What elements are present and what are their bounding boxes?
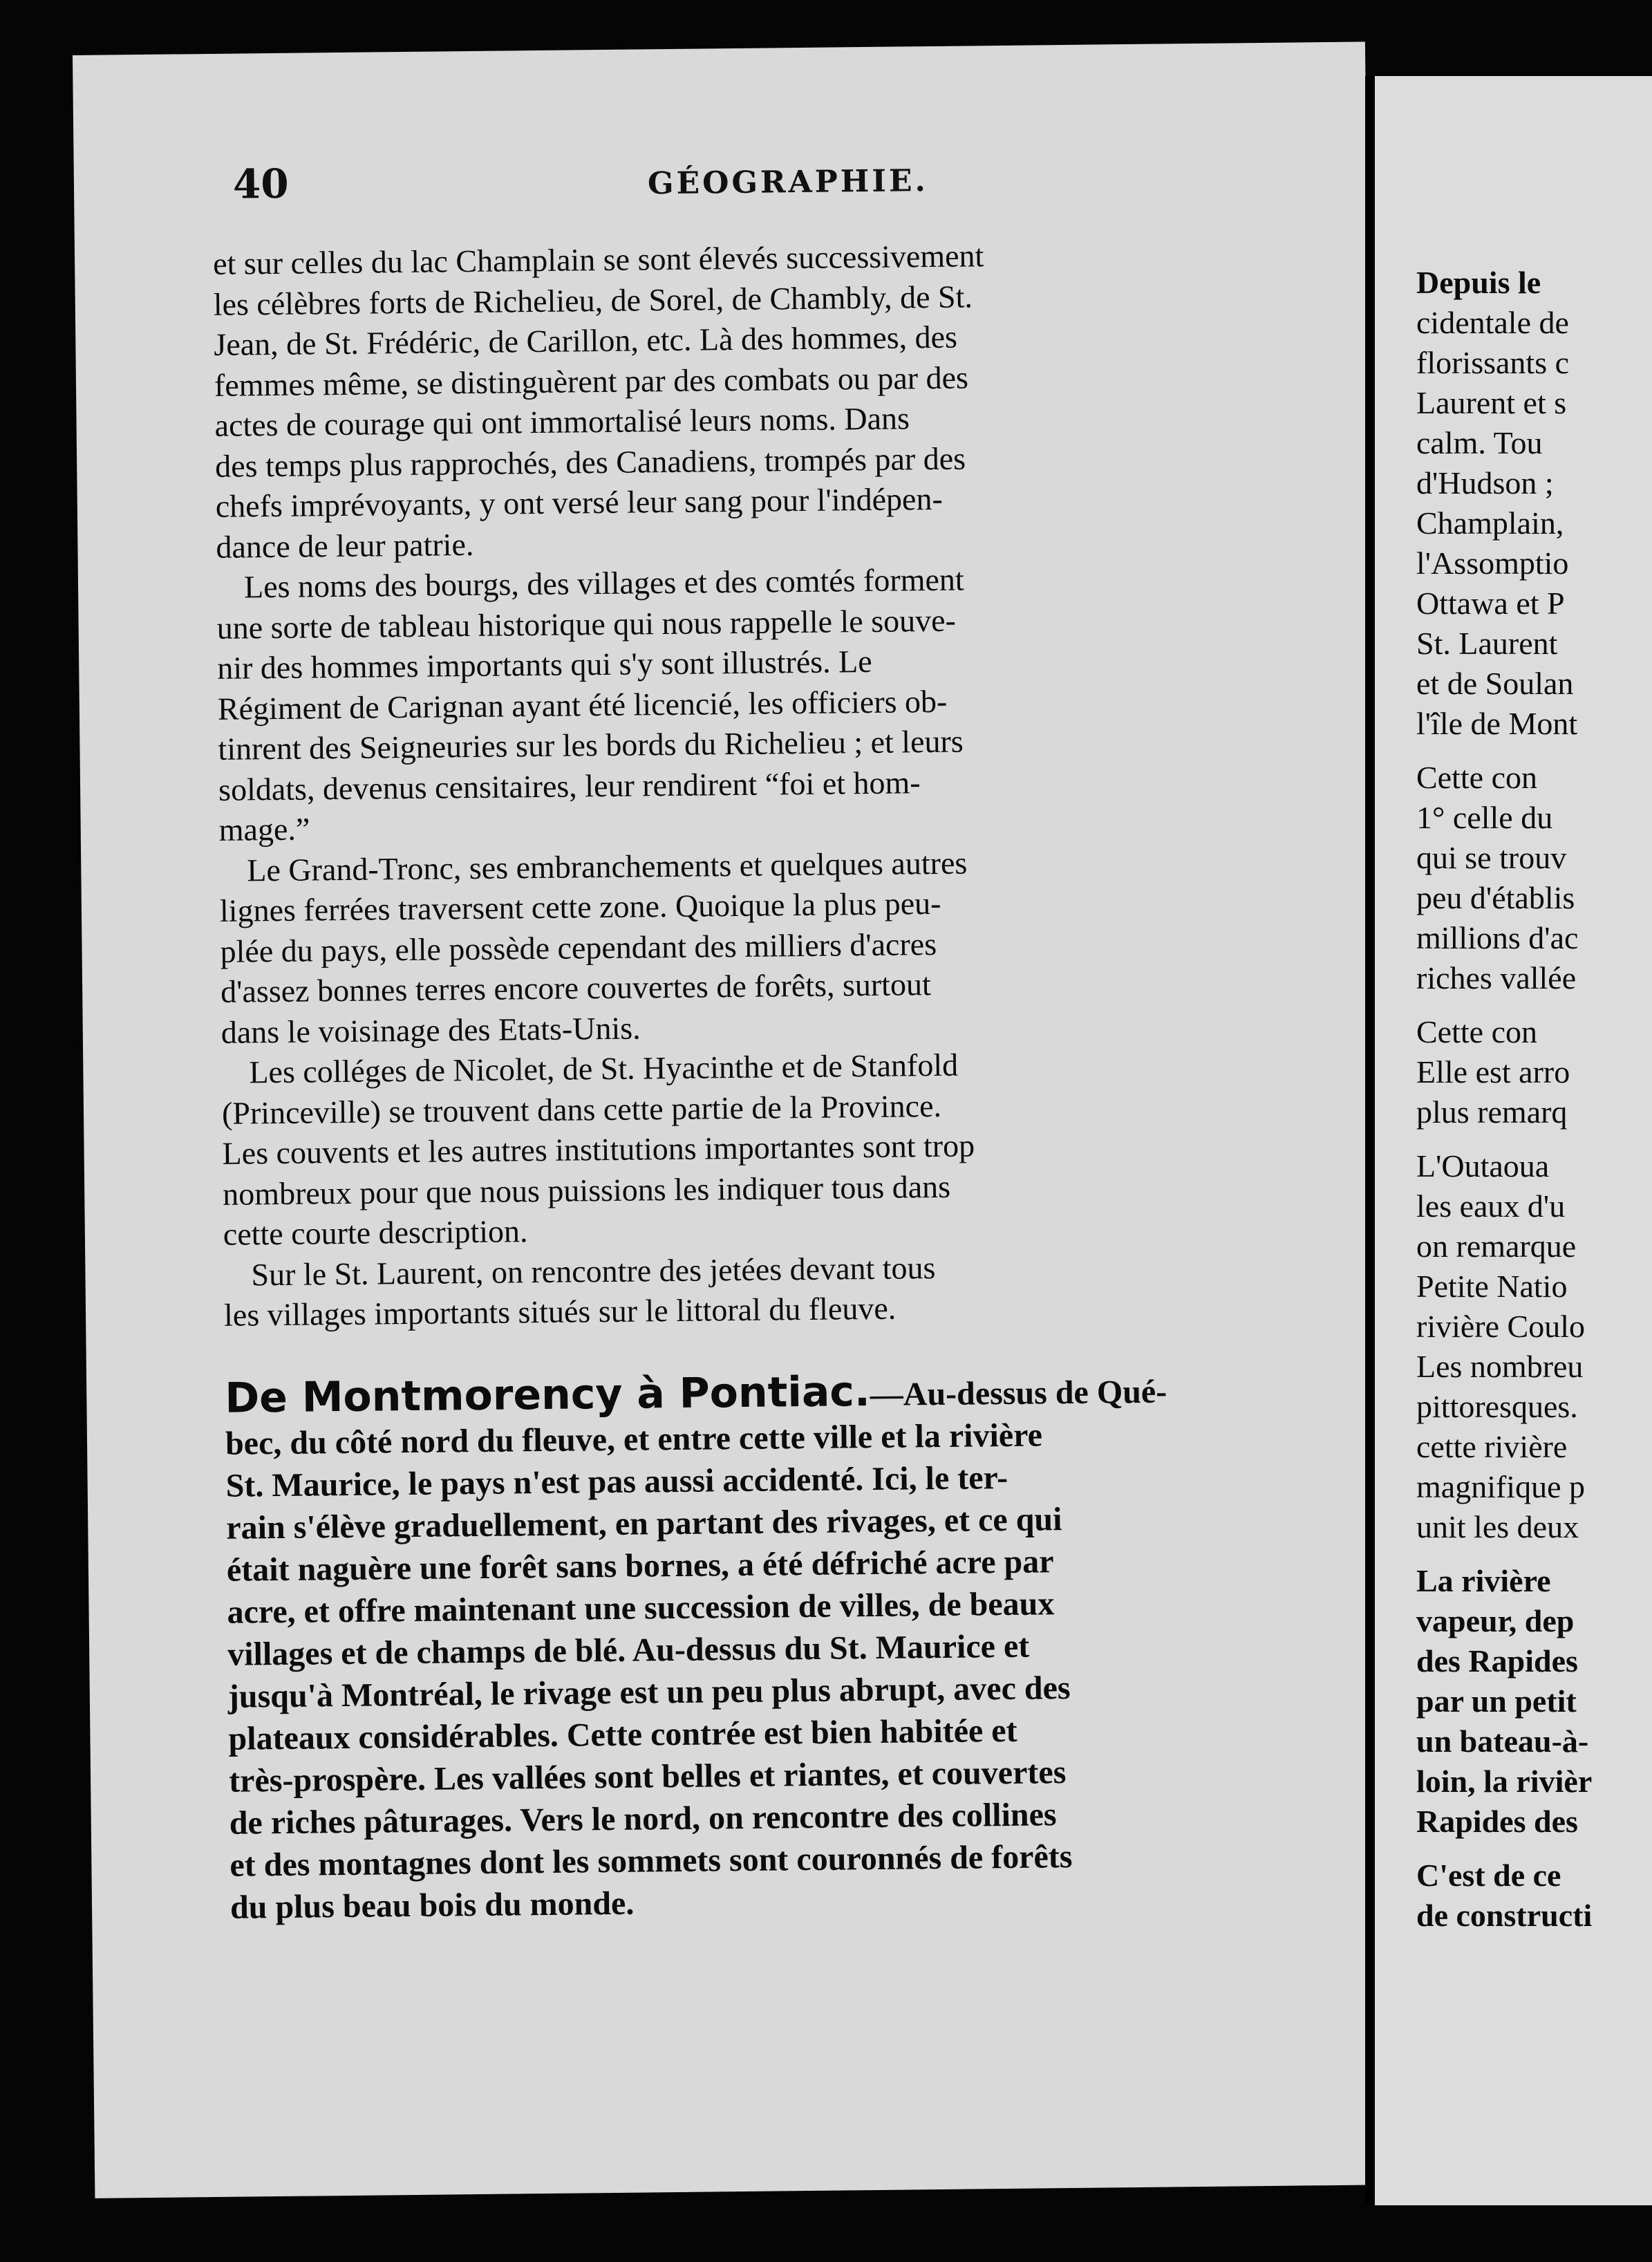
right-text-line: florissants c [1416, 345, 1570, 380]
page-number: 40 [232, 160, 290, 208]
paragraph [221, 1041, 1336, 1255]
right-text-line: et de Soulan [1416, 666, 1574, 701]
text-line: lignes ferrées traversent cette zone. Quoique la plus peu- [219, 885, 941, 928]
right-text-line: Petite Natio [1416, 1269, 1568, 1304]
text-line: très-prospère. Les vallées sont belles et riantes, et couvertes [228, 1753, 1067, 1800]
text-line: Les couvents et les autres institutions importantes sont trop [222, 1128, 975, 1171]
text-line: villages et de champs de blé. Au-dessus du St. Maurice et [227, 1627, 1030, 1673]
right-text-line: L'Outaoua [1416, 1148, 1550, 1184]
right-text-line: vapeur, dep [1416, 1603, 1575, 1638]
right-text-line: Depuis le [1416, 265, 1541, 300]
left-page [73, 41, 1387, 2198]
text-line: et sur celles du lac Champlain se sont élevés successivement [212, 238, 984, 281]
right-text-line: pittoresques. [1416, 1389, 1578, 1424]
text-line: dans le voisinage des Etats-Unis. [220, 1009, 641, 1050]
text-line: femmes même, se distinguèrent par des combats ou par des [214, 359, 969, 403]
right-text-line: qui se trouv [1416, 840, 1567, 875]
text-line: chefs imprévoyants, y ont versé leur sang pour l'indépen- [215, 480, 943, 524]
right-text-line: Cette con [1416, 1014, 1537, 1049]
text-line: rain s'élève graduellement, en partant des rivages, et ce qui [226, 1500, 1062, 1546]
right-text-line: La rivière [1416, 1563, 1551, 1598]
text-line: nombreux pour que nous puissions les indiquer tous dans [222, 1168, 951, 1212]
right-text-line: Rapides des [1416, 1804, 1578, 1839]
text-line: dance de leur patrie. [216, 526, 474, 565]
right-text-line: loin, la rivièr [1416, 1764, 1593, 1799]
right-text-line: calm. Tou [1416, 425, 1543, 460]
right-text-line: l'île de Mont [1416, 706, 1578, 741]
section-heading: De Montmorency à Pontiac. [224, 1367, 871, 1423]
spacer [1416, 998, 1592, 1012]
text-line: Jean, de St. Frédéric, de Carillon, etc. Là des hommes, des [214, 319, 958, 362]
text-line: nir des hommes importants qui s'y sont illustrés. Le [217, 643, 872, 686]
spacer [1416, 1842, 1592, 1856]
right-text-line: d'Hudson ; [1416, 465, 1554, 501]
right-text-line: un bateau-à- [1416, 1723, 1589, 1759]
spacer [1416, 744, 1592, 758]
paragraph [223, 1243, 1337, 1336]
right-text-line: Laurent et s [1416, 385, 1567, 420]
text-line: actes de courage qui ont immortalisé leurs noms. Dans [214, 400, 910, 443]
paragraph [219, 839, 1334, 1052]
right-text-line: l'Assomptio [1416, 545, 1569, 581]
paragraph [213, 232, 1329, 568]
text-line: acre, et offre maintenant une succession de villes, de beaux [227, 1585, 1055, 1631]
right-text-line: Elle est arro [1416, 1054, 1570, 1090]
right-text-line: cidentale de [1416, 305, 1569, 340]
right-text-line: les eaux d'u [1416, 1188, 1566, 1224]
right-text-line: on remarque [1416, 1228, 1577, 1264]
right-column-text [1416, 263, 1592, 1936]
right-text-line: plus remarq [1416, 1094, 1568, 1130]
right-text-line: des Rapides [1416, 1643, 1578, 1679]
text-line: du plus beau bois du monde. [229, 1885, 635, 1926]
text-line: Les noms des bourgs, des villages et des comtés forment [243, 561, 964, 605]
text-line: soldats, devenus censitaires, leur rendirent “foi et hom- [218, 764, 921, 807]
left-body-text [213, 232, 1343, 1928]
right-text-line: C'est de ce [1416, 1858, 1561, 1893]
text-line: et des montagnes dont les sommets sont couronnés de forêts [229, 1838, 1073, 1884]
text-line: jusqu'à Montréal, le rivage est un peu plus abrupt, avec des [227, 1669, 1071, 1715]
right-text-line: rivière Coulo [1416, 1309, 1585, 1344]
text-line: des temps plus rapprochés, des Canadiens, trompés par des [214, 440, 966, 484]
text-line: Le Grand-Tronc, ses embranchements et quelques autres [247, 845, 968, 888]
text-line: St. Maurice, le pays n'est pas aussi accidenté. Ici, le ter- [225, 1459, 1008, 1504]
right-text-line: 1° celle du [1416, 800, 1553, 835]
text-line: (Princeville) se trouvent dans cette partie de la Province. [221, 1087, 942, 1131]
right-text-line: par un petit [1416, 1683, 1577, 1719]
text-line: les villages importants situés sur le littoral du fleuve. [223, 1290, 897, 1333]
text-line: Régiment de Carignan ayant été licencié, les officiers ob- [217, 683, 948, 727]
spacer [1416, 1132, 1592, 1146]
text-line: tinrent des Seigneuries sur les bords du Richelieu ; et leurs [218, 723, 964, 767]
text-line: Sur le St. Laurent, on rencontre des jetées devant tous [251, 1249, 936, 1292]
text-line: cette courte description. [223, 1213, 528, 1252]
text-line: était naguère une forêt sans bornes, a été défriché acre par [226, 1542, 1054, 1589]
right-text-line: cette rivière [1416, 1429, 1568, 1464]
right-page-fragment [1365, 76, 1652, 2205]
text-line: les célèbres forts de Richelieu, de Sorel, de Chambly, de St. [213, 278, 973, 322]
text-line: de riches pâturages. Vers le nord, on rencontre des collines [229, 1795, 1057, 1842]
text-line: une sorte de tableau historique qui nous rappelle le souve- [216, 602, 957, 646]
right-text-line: unit les deux [1416, 1509, 1579, 1544]
text-line: mage.” [218, 811, 310, 848]
right-text-line: millions d'ac [1416, 920, 1579, 955]
page-header [233, 150, 1291, 223]
right-text-line: magnifique p [1416, 1469, 1585, 1504]
right-text-line: de constructi [1416, 1898, 1593, 1933]
section-paragraph [225, 1365, 1343, 1928]
right-text-line: Cette con [1416, 760, 1537, 795]
text-line: plateaux considérables. Cette contrée est bien habitée et [228, 1712, 1017, 1757]
spacer [1416, 1547, 1592, 1561]
text-line: Les colléges de Nicolet, de St. Hyacinthe et de Stanfold [249, 1047, 959, 1090]
text-line: plée du pays, elle possède cependant des milliers d'acres [220, 926, 937, 969]
right-text-line: riches vallée [1416, 960, 1577, 996]
right-text-line: St. Laurent [1416, 626, 1558, 661]
right-text-line: Champlain, [1416, 505, 1564, 541]
right-text-line: Les nombreu [1416, 1349, 1584, 1384]
text-line: —Au-dessus de Qué- [870, 1373, 1167, 1413]
text-line: d'assez bonnes terres encore couvertes de forêts, surtout [220, 966, 931, 1009]
paragraph [216, 556, 1332, 850]
right-text-line: peu d'établis [1416, 880, 1575, 915]
right-text-line: Ottawa et P [1416, 586, 1565, 621]
running-head: GÉOGRAPHIE. [647, 163, 929, 202]
text-line: bec, du côté nord du fleuve, et entre cette ville et la rivière [225, 1416, 1043, 1462]
